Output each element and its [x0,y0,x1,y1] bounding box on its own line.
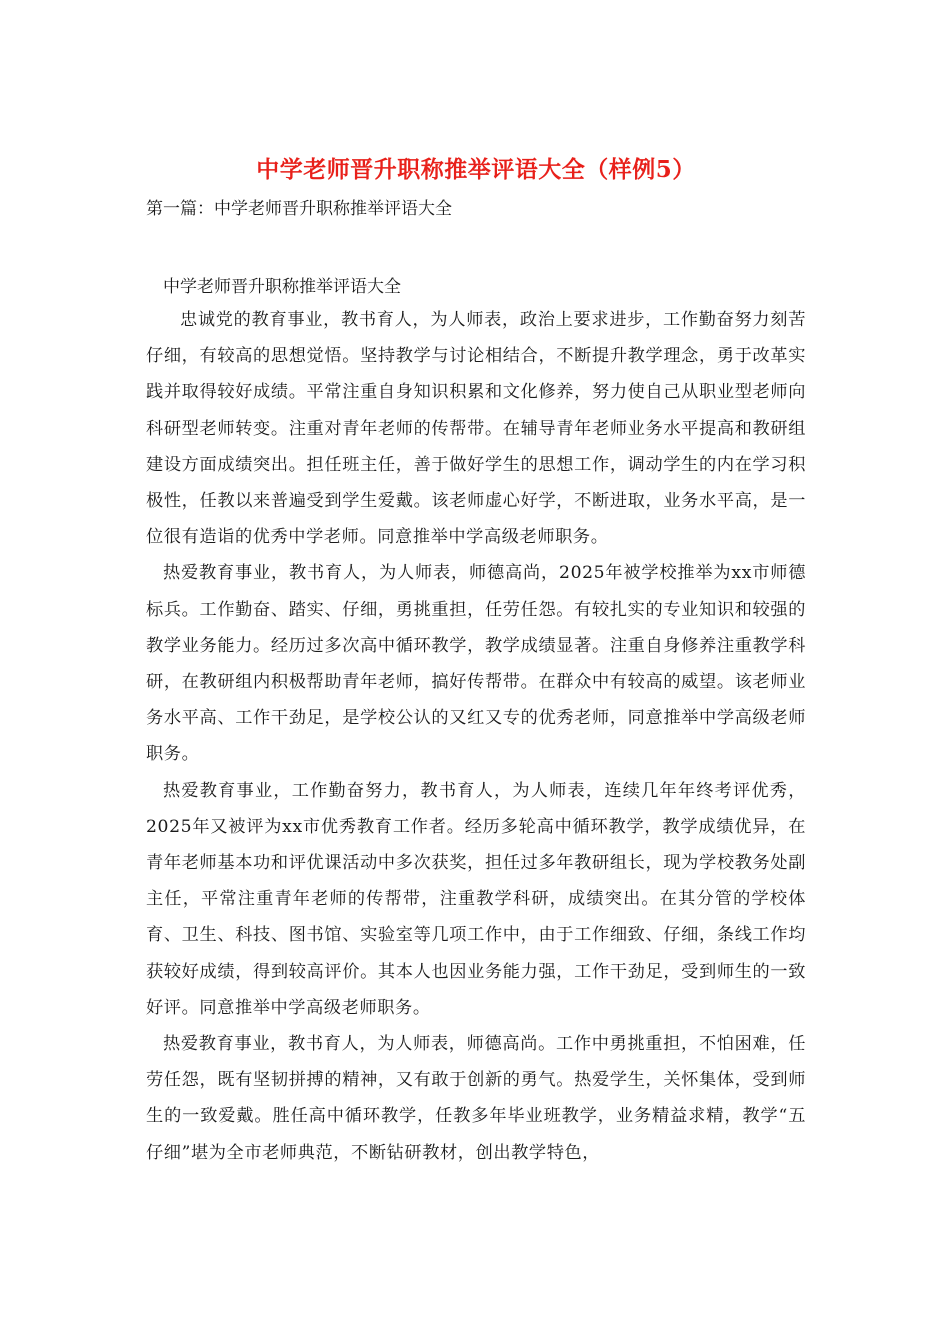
blank-line [146,224,806,272]
paragraph-3: 热爱教育事业，工作勤奋努力，教书育人，为人师表，连续几年年终考评优秀，2025年又被评为xx市优秀教育工作者。经历多轮高中循环教学，教学成绩优异，在青年老师基本功和评优课活动中多次获奖，担任过多年教研组长，现为学校教务处副主任，平常注重青年老师的传帮带，注重教学科研，成绩突出。在其分管的学校体育、卫生、科技、图书馆、实验室等几项工作中，由于工作细致、仔细，条线工作均获较好成绩，得到较高评价。其本人也因业务能力强，工作干劲足，受到师生的一致好评。同意推举中学高级老师职务。 [146,780,806,1018]
paragraph-1: 忠诚党的教育事业，教书育人，为人师表，政治上要求进步，工作勤奋努力刻苦仔细，有较高的思想觉悟。坚持教学与讨论相结合，不断提升教学理念，勇于改革实践并取得较好成绩。平常注重自身知识积累和文化修养，努力使自己从职业型老师向科研型老师转变。注重对青年老师的传帮带。在辅导青年老师业务水平提高和教研组建设方面成绩突出。担任班主任，善于做好学生的思想工作，调动学生的内在学习积极性，任教以来普遍受到学生爱戴。该老师虚心好学，不断进取，业务水平高，是一位很有造诣的优秀中学老师。同意推举中学高级老师职务。 [146,310,806,548]
sub-heading: 中学老师晋升职称推举评语大全 [163,277,401,297]
paragraph-4: 热爱教育事业，教书育人，为人师表，师德高尚。工作中勇挑重担，不怕困难，任劳任怨，既有坚韧拼搏的精神，又有敢于创新的勇气。热爱学生，关怀集体，受到师生的一致爱戴。胜任高中循环教学，任教多年毕业班教学，业务精益求精，教学“五仔细”堪为全市老师典范，不断钻研教材，创出教学特色， [146,1034,806,1163]
document-title: 中学老师晋升职称推举评语大全（样例5） [256,156,696,183]
document-page [146,150,806,1171]
section-heading: 第一篇：中学老师晋升职称推举评语大全 [146,199,452,219]
paragraph-2: 热爱教育事业，教书育人，为人师表，师德高尚，2025年被学校推举为xx市师德标兵。工作勤奋、踏实、仔细，勇挑重担，任劳任怨。有较扎实的专业知识和较强的教学业务能力。经历过多次高中循环教学，教学成绩显著。注重自身修养注重教学科研，在教研组内积极帮助青年老师，搞好传帮带。在群众中有较高的威望。该老师业务水平高、工作干劲足，是学校公认的又红又专的优秀老师，同意推举中学高级老师职务。 [146,563,806,765]
